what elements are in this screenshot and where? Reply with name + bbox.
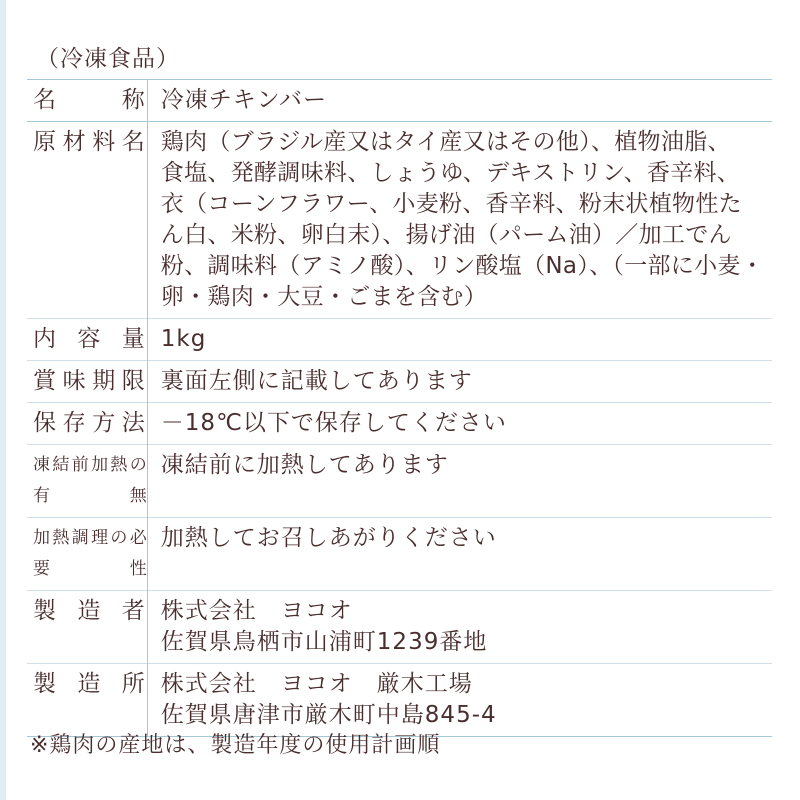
label-heated-before-freezing: 凍結前加熱の有無 — [27, 445, 147, 518]
value-best-before: 裏面左側に記載してあります — [147, 361, 772, 403]
manufacturer-company: 株式会社 ヨコオ — [160, 598, 353, 624]
value-cooking-required: 加熱してお召しあがりください — [147, 518, 772, 591]
value-storage: －18℃以下で保存してください — [147, 403, 772, 445]
value-ingredients — [147, 122, 772, 319]
factory-address: 佐賀県唐津市厳木町中島845-4 — [160, 702, 497, 728]
label-factory: 製造所 — [27, 664, 147, 737]
label-ingredients: 原材料名 — [27, 122, 147, 319]
ingredients-line: 粉、調味料（アミノ酸）、リン酸塩（Na）、（一部に小麦・ — [160, 253, 764, 279]
row-cooking-required — [27, 518, 772, 591]
label-best-before: 賞味期限 — [27, 361, 147, 403]
row-manufacturer — [27, 591, 772, 664]
row-storage — [27, 403, 772, 445]
row-content — [27, 319, 772, 361]
row-ingredients — [27, 122, 772, 319]
value-factory — [147, 664, 772, 737]
label-storage: 保存方法 — [27, 403, 147, 445]
label-content: 内容量 — [27, 319, 147, 361]
label-cooking-required: 加熱調理の必要性 — [27, 518, 147, 591]
manufacturer-address: 佐賀県鳥栖市山浦町1239番地 — [160, 629, 488, 655]
ingredients-line: 衣（コーンフラワー、小麦粉、香辛料、粉末状植物性た — [160, 191, 742, 217]
footnote: ※鶏肉の産地は、製造年度の使用計画順 — [30, 733, 441, 758]
ingredients-line: 卵・鶏肉・大豆・ごまを含む） — [160, 284, 487, 310]
row-factory — [27, 664, 772, 737]
value-heated-before-freezing: 凍結前に加熱してあります — [147, 445, 772, 518]
row-heated-before-freezing — [27, 445, 772, 518]
ingredients-line: 食塩、発酵調味料、しょうゆ、デキストリン、香辛料、 — [160, 160, 741, 186]
value-content: 1kg — [147, 319, 772, 361]
ingredients-line: ん白、米粉、卵白末）、揚げ油（パーム油）／加工でん — [160, 222, 732, 248]
food-label-table — [27, 79, 772, 737]
row-best-before — [27, 361, 772, 403]
value-name: 冷凍チキンバー — [147, 80, 772, 122]
factory-name: 株式会社 ヨコオ 厳木工場 — [160, 671, 473, 697]
row-name — [27, 80, 772, 122]
label-name: 名 称 — [27, 80, 147, 122]
value-manufacturer — [147, 591, 772, 664]
left-accent-band — [0, 0, 6, 800]
category-note: （冷凍食品） — [36, 46, 180, 72]
label-manufacturer: 製造者 — [27, 591, 147, 664]
ingredients-line: 鶏肉（ブラジル産又はタイ産又はその他）、植物油脂、 — [160, 129, 731, 155]
